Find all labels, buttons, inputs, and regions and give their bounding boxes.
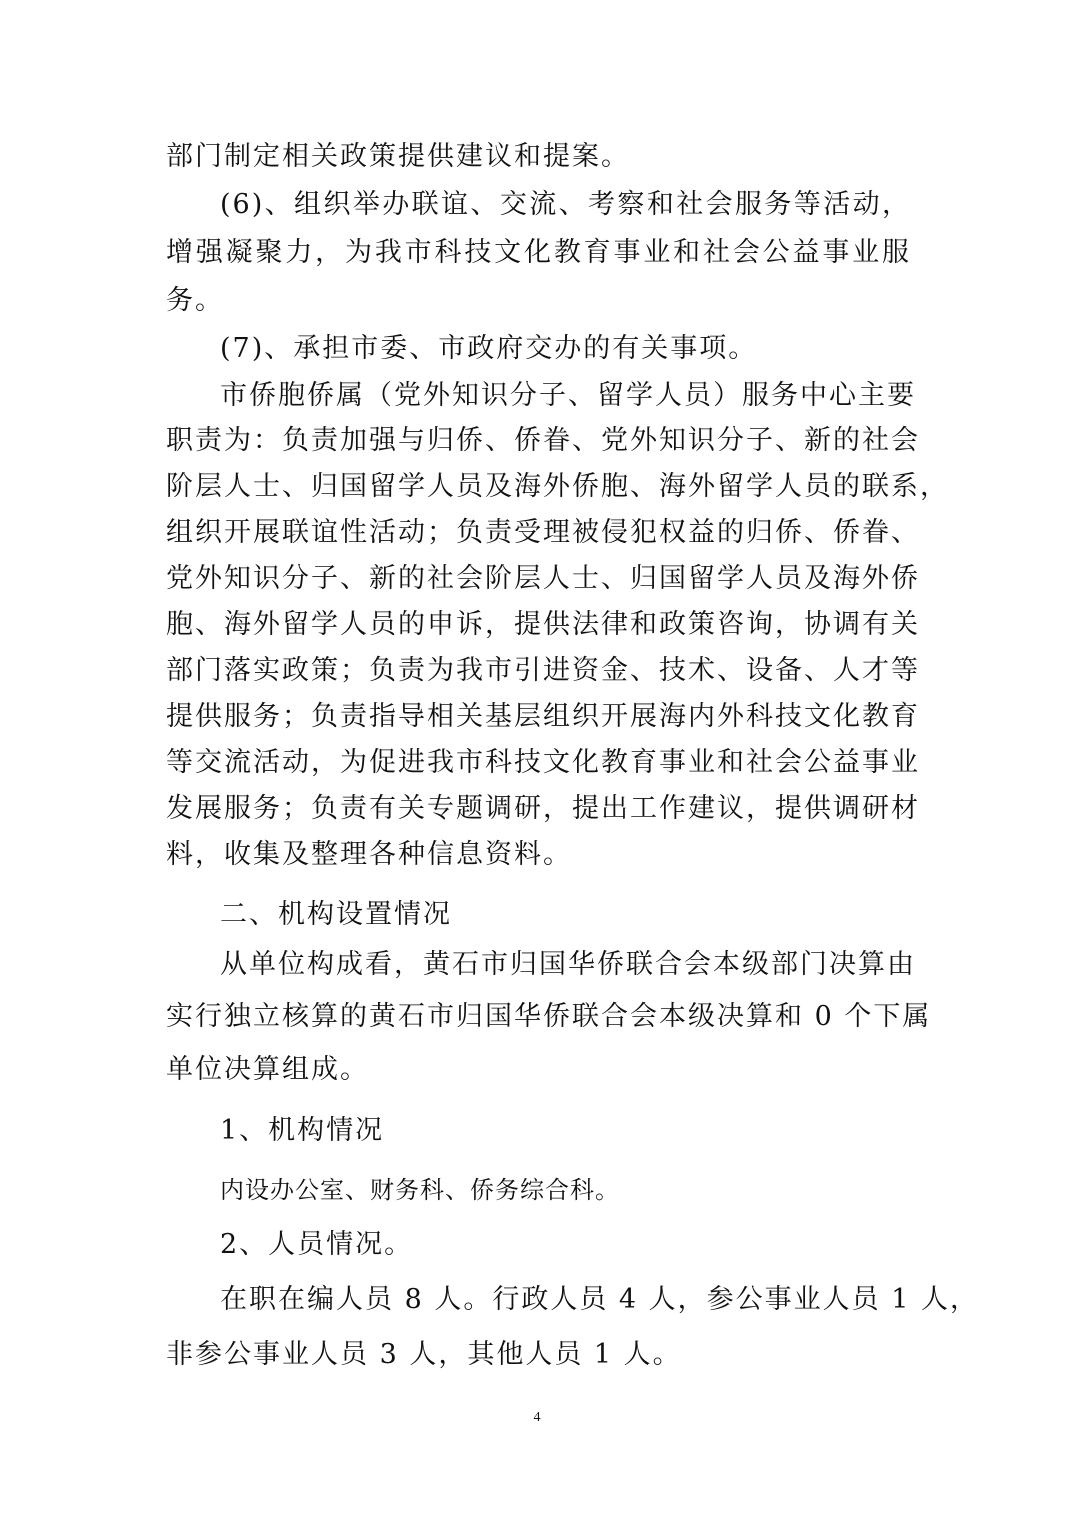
subsection-heading: 2、人员情况。	[220, 1229, 414, 1260]
paragraph-line: 单位决算组成。	[166, 1054, 369, 1085]
paragraph-line: 料，收集及整理各种信息资料。	[166, 839, 572, 870]
paragraph-line: 阶层人士、归国留学人员及海外侨胞、海外留学人员的联系，	[166, 471, 949, 502]
paragraph-line: 市侨胞侨属（党外知识分子、留学人员）服务中心主要	[220, 380, 916, 411]
paragraph-line: 职责为：负责加强与归侨、侨眷、党外知识分子、新的社会	[166, 425, 920, 456]
paragraph-line: 非参公事业人员 3 人，其他人员 1 人。	[166, 1339, 682, 1370]
page-number: 4	[533, 1410, 541, 1425]
paragraph-line: (7)、承担市委、市政府交办的有关事项。	[220, 333, 758, 364]
paragraph-line: 提供服务；负责指导相关基层组织开展海内外科技文化教育	[166, 701, 920, 732]
paragraph-line: 在职在编人员 8 人。行政人员 4 人，参公事业人员 1 人，	[220, 1284, 980, 1315]
paragraph-line: 增强凝聚力，为我市科技文化教育事业和社会公益事业服	[166, 237, 911, 268]
paragraph-line: 从单位构成看，黄石市归国华侨联合会本级部门决算由	[220, 949, 916, 980]
subsection-heading: 1、机构情况	[220, 1115, 385, 1146]
paragraph-line: 发展服务；负责有关专题调研，提出工作建议，提供调研材	[166, 793, 920, 824]
paragraph-line: 党外知识分子、新的社会阶层人士、归国留学人员及海外侨	[166, 563, 920, 594]
paragraph-line: 部门制定相关政策提供建议和提案。	[166, 141, 630, 172]
paragraph-line: 务。	[166, 285, 224, 316]
paragraph-line: 部门落实政策；负责为我市引进资金、技术、设备、人才等	[166, 655, 920, 686]
paragraph-line: 内设办公室、财务科、侨务综合科。	[220, 1176, 620, 1204]
paragraph-line: 等交流活动，为促进我市科技文化教育事业和社会公益事业	[166, 747, 920, 778]
section-heading: 二、机构设置情况	[220, 899, 452, 930]
paragraph-line: (6)、组织举办联谊、交流、考察和社会服务等活动，	[220, 189, 911, 220]
paragraph-line: 实行独立核算的黄石市归国华侨联合会本级决算和 0 个下属	[166, 1001, 932, 1032]
paragraph-line: 组织开展联谊性活动；负责受理被侵犯权益的归侨、侨眷、	[166, 517, 920, 548]
paragraph-line: 胞、海外留学人员的申诉，提供法律和政策咨询，协调有关	[166, 609, 920, 640]
